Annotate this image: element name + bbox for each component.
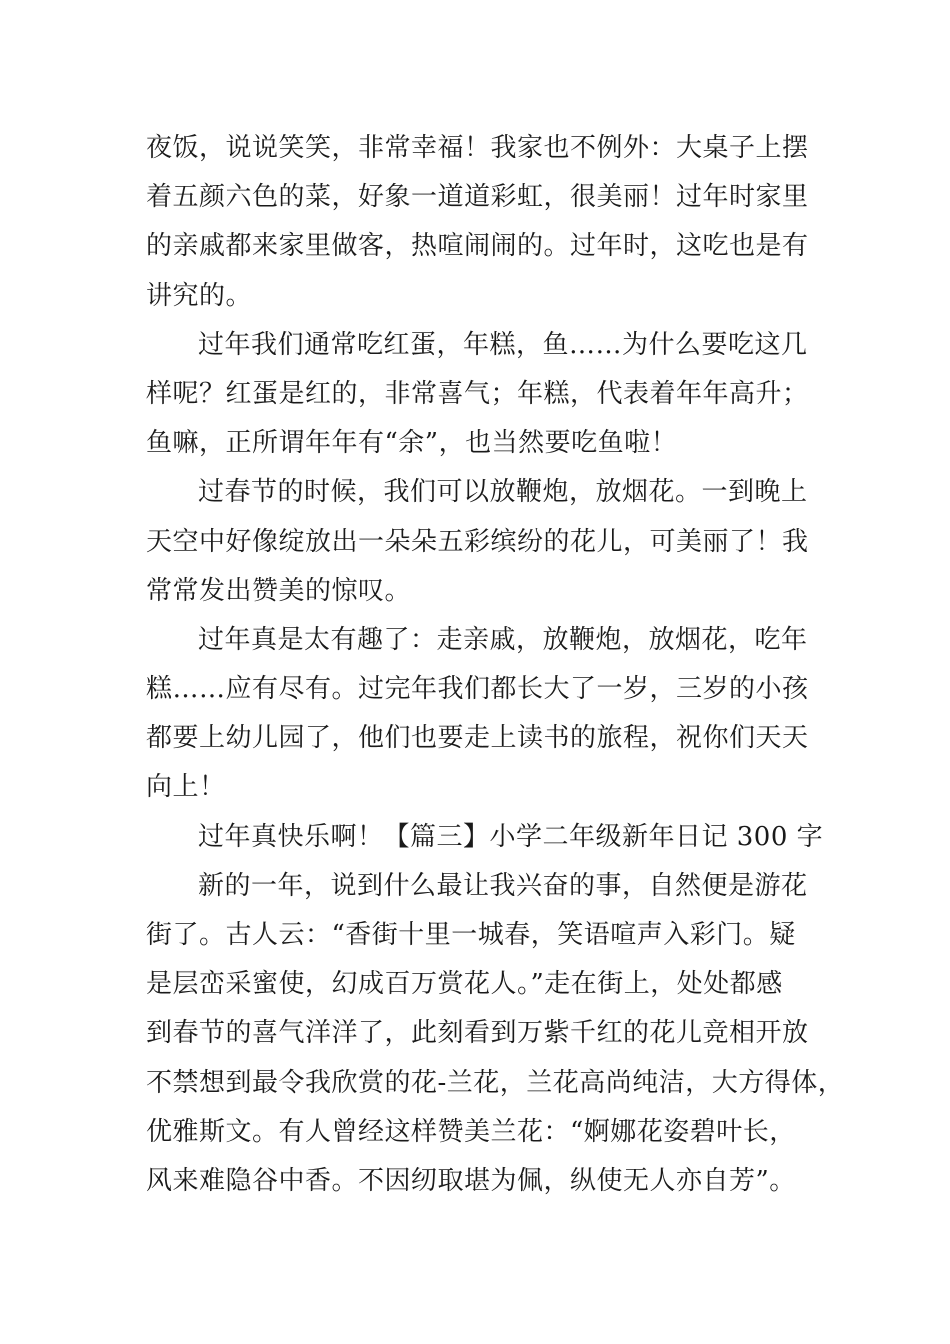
section-heading-line: 过年真快乐啊！【篇三】小学二年级新年日记 300 字 <box>198 821 824 852</box>
text-line: 不禁想到最令我欣赏的花-兰花，兰花高尚纯洁，大方得体， <box>146 1067 845 1098</box>
text-line: 糕……应有尽有。过完年我们都长大了一岁，三岁的小孩 <box>146 674 809 705</box>
text-line: 都要上幼儿园了，他们也要走上读书的旅程，祝你们天天 <box>146 723 809 754</box>
text-line: 向上！ <box>146 772 226 803</box>
text-line: 到春节的喜气洋洋了，此刻看到万紫千红的花儿竞相开放 <box>146 1018 809 1049</box>
text-line: 天空中好像绽放出一朵朵五彩缤纷的花儿，可美丽了！我 <box>146 526 809 557</box>
text-line: 夜饭，说说笑笑，非常幸福！我家也不例外：大桌子上摆 <box>146 133 809 163</box>
text-line: 是层峦采蜜使，幻成百万赏花人。”走在街上，处处都感 <box>146 969 783 1000</box>
text-line: 优雅斯文。有人曾经这样赞美兰花：“婀娜花姿碧叶长， <box>146 1116 796 1147</box>
text-line: 样呢？红蛋是红的，非常喜气；年糕，代表着年年高升； <box>146 378 809 409</box>
text-line: 过年我们通常吃红蛋，年糕，鱼……为什么要吃这几 <box>198 329 808 360</box>
text-line: 过年真是太有趣了：走亲戚，放鞭炮，放烟花，吃年 <box>198 624 808 655</box>
text-line: 风来难隐谷中香。不因纫取堪为佩，纵使无人亦自芳”。 <box>146 1165 796 1196</box>
text-line: 着五颜六色的菜，好象一道道彩虹，很美丽！过年时家里 <box>146 182 809 213</box>
text-line: 新的一年，说到什么最让我兴奋的事，自然便是游花 <box>198 870 808 901</box>
body-text <box>146 124 845 1206</box>
text-line: 鱼嘛，正所谓年年有“余”，也当然要吃鱼啦！ <box>146 428 678 459</box>
text-line: 常常发出赞美的惊叹。 <box>146 575 412 606</box>
text-line: 讲究的。 <box>146 280 253 311</box>
text-line: 街了。古人云：“香街十里一城春，笑语喧声入彩门。疑 <box>146 920 796 950</box>
text-line: 过春节的时候，我们可以放鞭炮，放烟花。一到晚上 <box>198 477 808 508</box>
text-line: 的亲戚都来家里做客，热喧闹闹的。过年时，这吃也是有 <box>146 231 809 262</box>
